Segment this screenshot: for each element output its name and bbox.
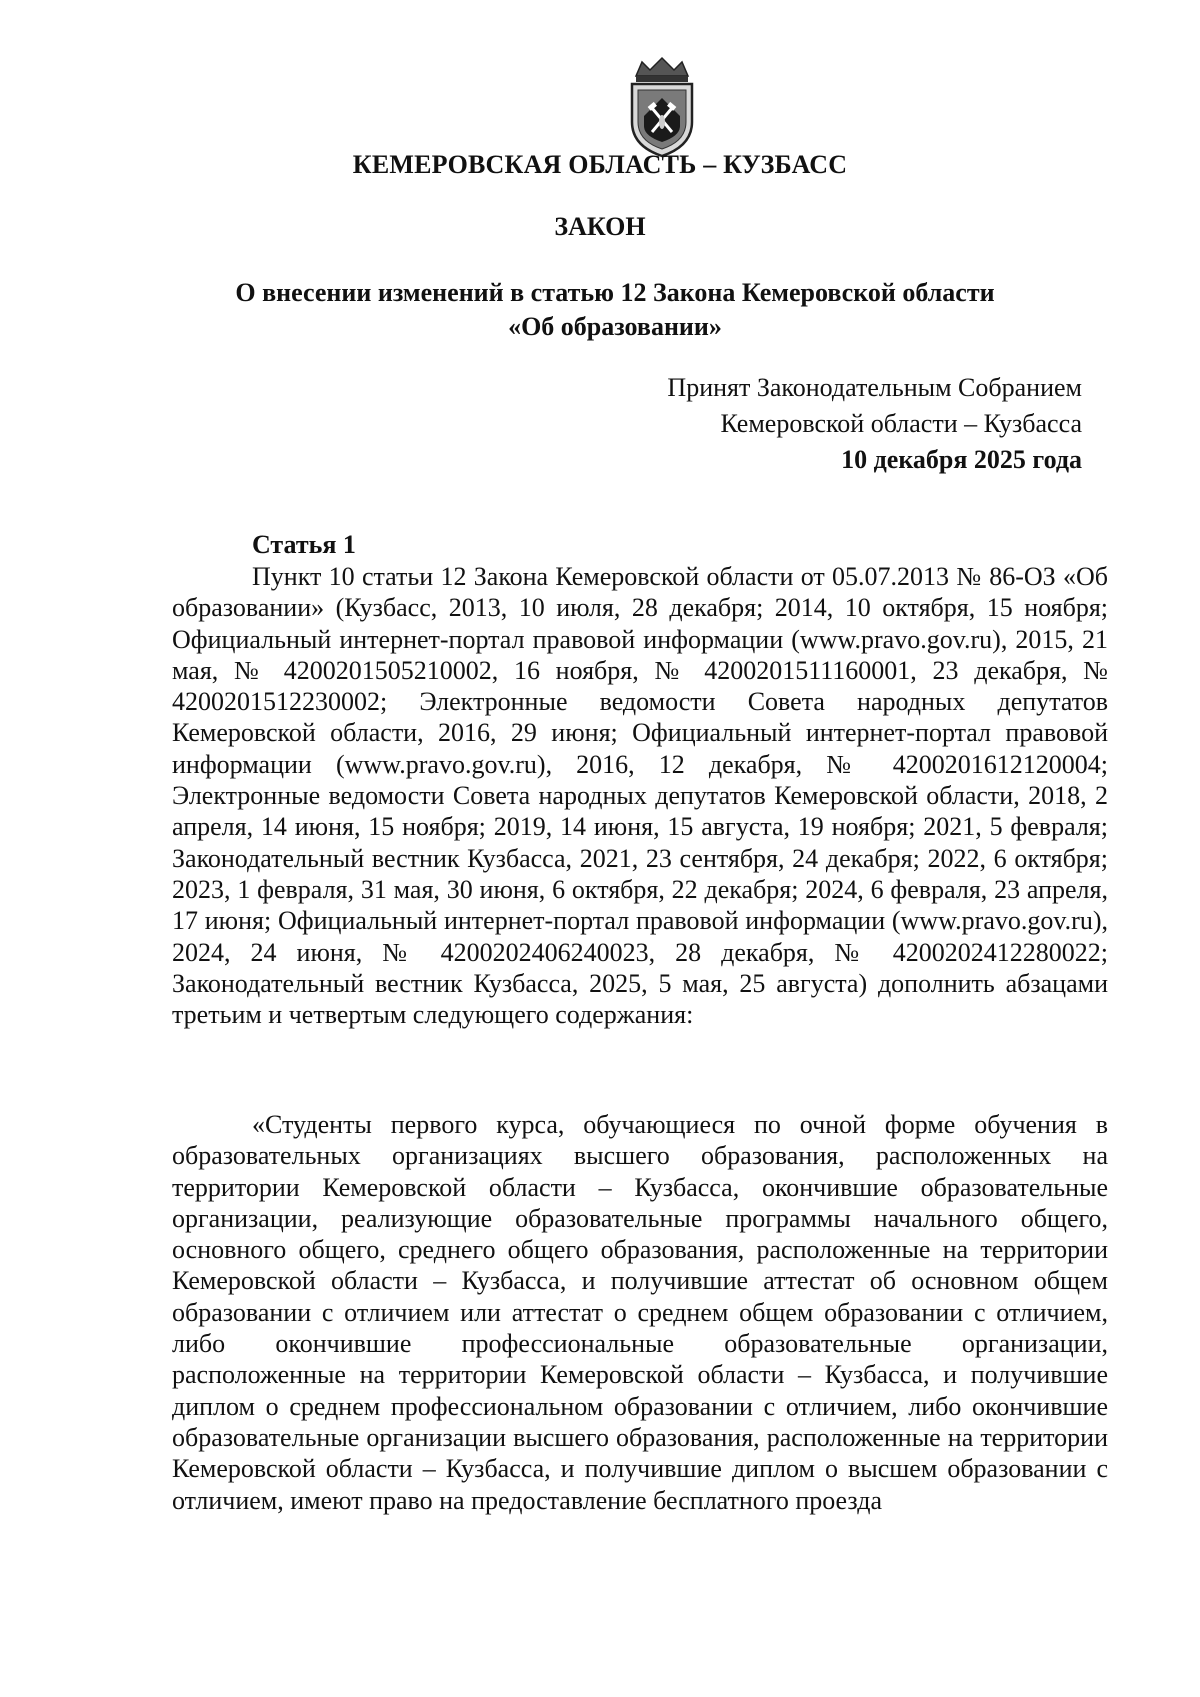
document-title-line-2: «Об образовании» <box>508 312 722 341</box>
adoption-line-2: Кемеровской области – Кузбасса <box>720 409 1082 438</box>
article-heading: Статья 1 <box>252 530 356 559</box>
coat-of-arms-icon <box>622 56 702 160</box>
document-type: ЗАКОН <box>554 212 646 241</box>
document-title <box>200 276 1030 344</box>
region-name: КЕМЕРОВСКАЯ ОБЛАСТЬ – КУЗБАСС <box>352 150 848 179</box>
adoption-line-1: Принят Законодательным Собранием <box>667 373 1082 402</box>
coat-of-arms-emblem <box>622 56 702 160</box>
adoption-date: 10 декабря 2025 года <box>841 445 1082 474</box>
document-title-line-1: О внесении изменений в статью 12 Закона Кемеровской области <box>235 278 995 307</box>
adoption-block <box>667 370 1082 478</box>
article-paragraph-1: Пункт 10 статьи 12 Закона Кемеровской области от 05.07.2013 № 86-ОЗ «Об образовании» (Кузбасс, 2013, 10 июля, 28 декабря; 2014, 10 октября, 15 ноября; Официальный интернет-портал правовой информации (www.pravo.gov.ru), 2015, 21 мая, № 4200201505210002, 16 ноября, № 4200201511160001, 23 декабря, № 4200201512230002; Электронные ведомости Совета народных депутатов Кемеровской области, 2016, 29 июня; Официальный интернет-портал правовой информации (www.pravo.gov.ru), 2016, 12 декабря, № 4200201612120004; Электронные ведомости Совета народных депутатов Кемеровской области, 2018, 2 апреля, 14 июня, 15 ноября; 2019, 14 июня, 15 августа, 19 ноября; 2021, 5 февраля; Законодательный вестник Кузбасса, 2021, 23 сентября, 24 декабря; 2022, 6 октября; 2023, 1 февраля, 31 мая, 30 июня, 6 октября, 22 декабря; 2024, 6 февраля, 23 апреля, 17 июня; Официальный интернет-портал правовой информации (www.pravo.gov.ru), 2024, 24 июня, № 4200202406240023, 28 декабря, № 4200202412280022; Законодательный вестник Кузбасса, 2025, 5 мая, 25 августа) дополнить абзацами третьим и четвертым следующего содержания: <box>172 562 1108 1030</box>
article-paragraph-2: «Студенты первого курса, обучающиеся по очной форме обучения в образовательных организациях высшего образования, расположенных на территории Кемеровской области – Кузбасса, окончившие образовательные организации, реализующие образовательные программы начального общего, основного общего, среднего общего образования, расположенные на территории Кемеровской области – Кузбасса, и получившие аттестат об основном общем образовании с отличием или аттестат о среднем общем образовании с отличием, либо окончившие профессиональные образовательные организации, расположенные на территории Кемеровской области – Кузбасса, и получившие диплом о среднем профессиональном образовании с отличием, либо окончившие образовательные организации высшего образования, расположенные на территории Кемеровской области – Кузбасса, и получившие диплом о высшем образовании с отличием, имеют право на предоставление бесплатного проезда <box>172 1110 1108 1515</box>
